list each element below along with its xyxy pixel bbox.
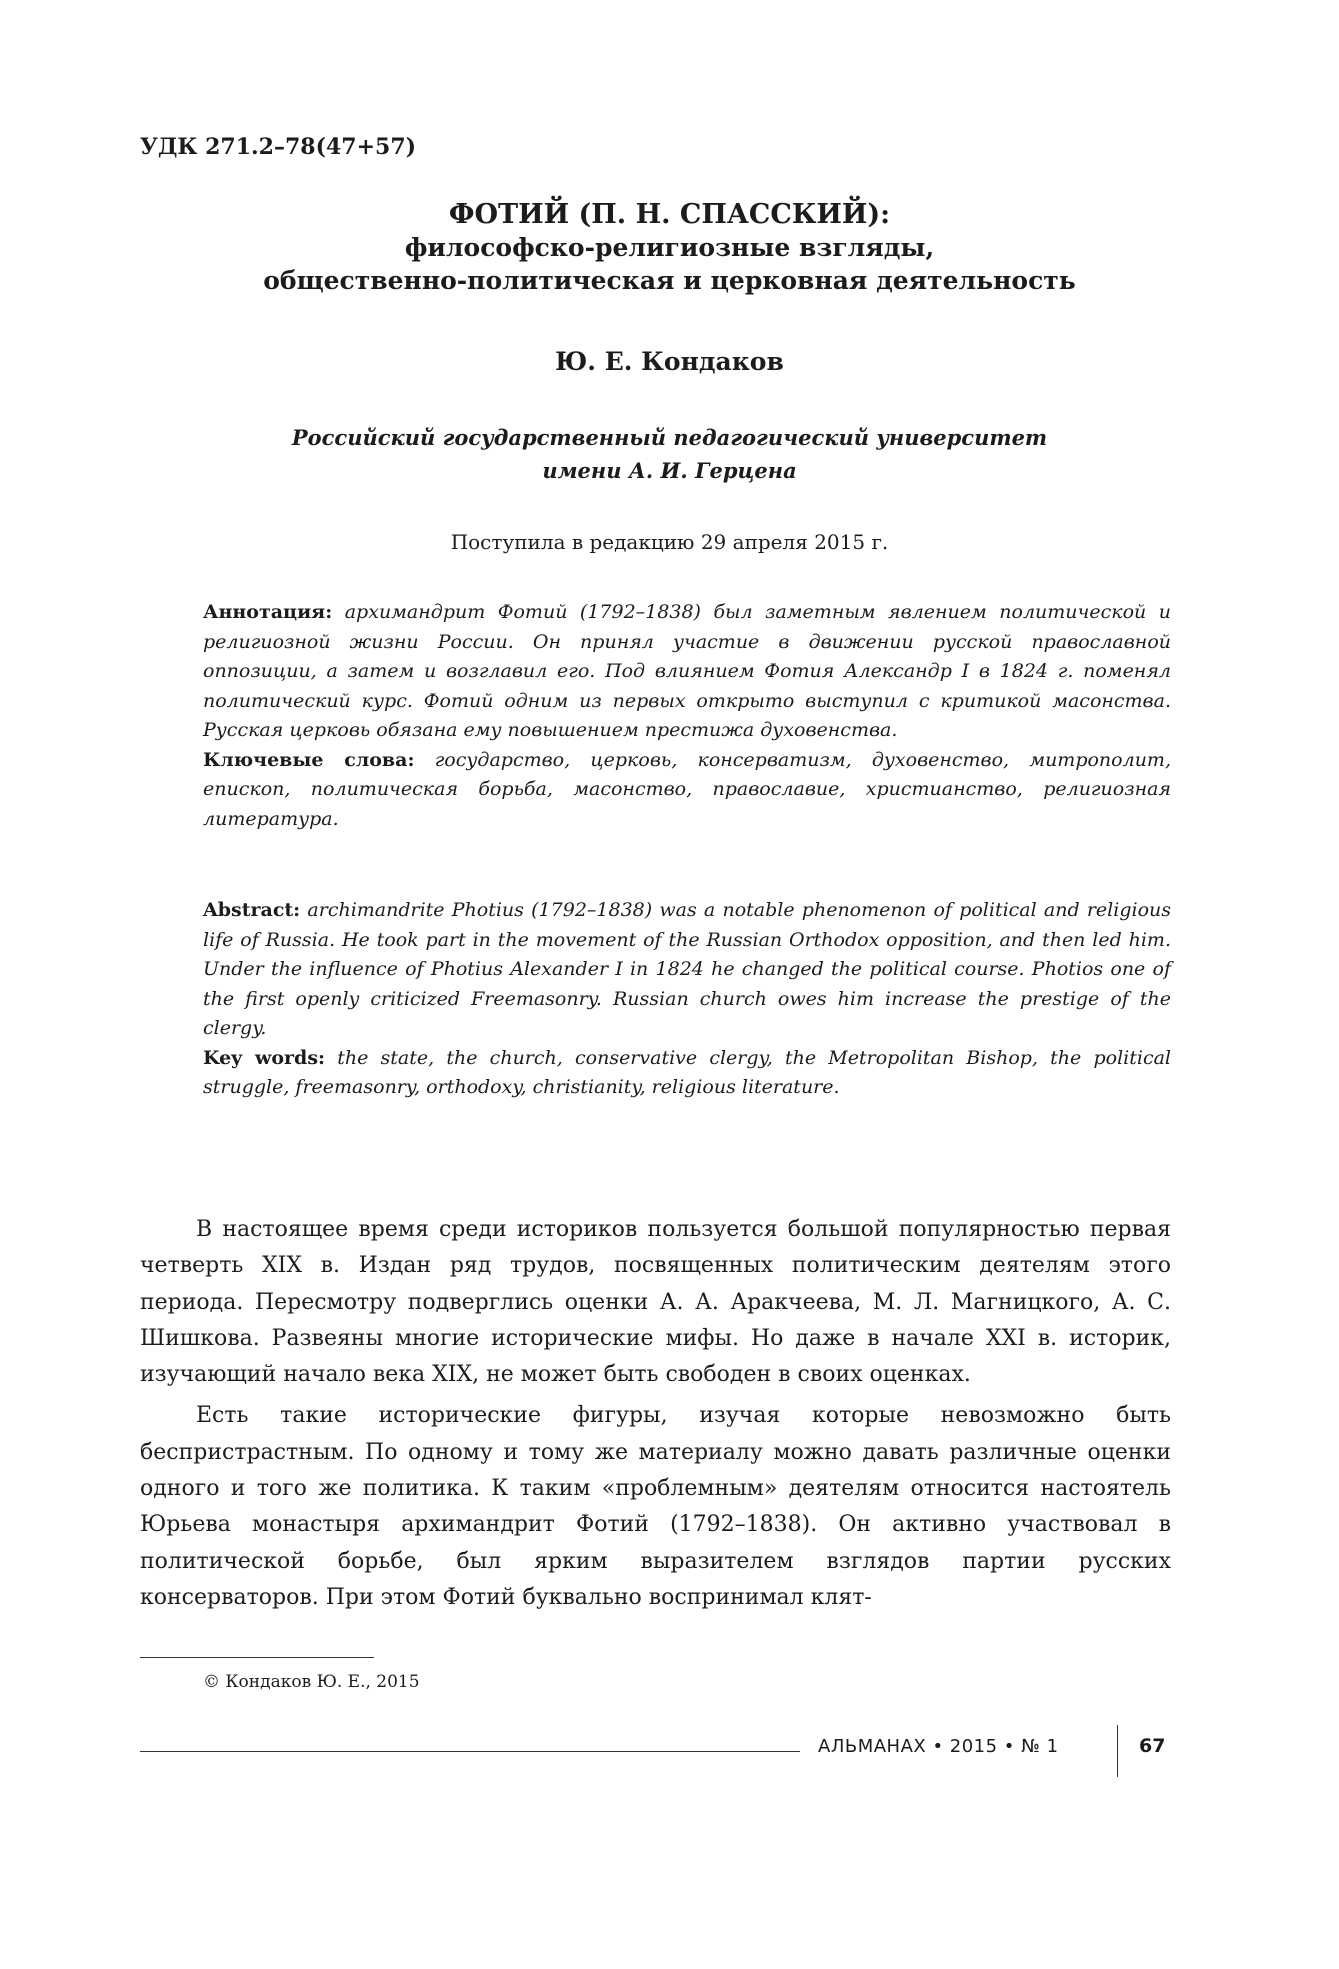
- udk-code: УДК 271.2–78(47+57): [140, 134, 417, 160]
- annotation-paragraph: [203, 598, 1171, 746]
- journal-name: АЛЬМАНАХ • 2015 • № 1: [818, 1736, 1059, 1757]
- keywords-en-paragraph: [203, 1044, 1171, 1103]
- keywords-ru-text: государство, церковь, консерватизм, духовенство, митрополит, епископ, политическая борьба, масонство, православие, христианство, религиозная литература.: [203, 748, 1171, 830]
- abstract-text: archimandrite Photius (1792–1838) was a notable phenomenon of political and religious life of Russia. He took part in the movement of the Russian Orthodox opposition, and then led him. Under the influence of Photius Alexander I in 1824 he changed the political course. Photios one of the first openly criticized Freemasonry. Russian church owes him increase the prestige of the clergy.: [203, 899, 1171, 1039]
- annotation-label: Аннотация:: [203, 601, 333, 623]
- title-line-1: ФОТИЙ (П. Н. СПАССКИЙ):: [448, 199, 891, 230]
- keywords-en-text: the state, the church, conservative clergy, the Metropolitan Bishop, the political struggle, freemasonry, orthodoxy, christianity, religious literature.: [203, 1046, 1171, 1098]
- body-paragraph-2: Есть такие исторические фигуры, изучая которые невозможно быть беспристрастным. По одному и тому же материалу можно давать различные оценки одного и того же политика. К таким «проблемным» деятелям относится настоятель Юрьева монастыря архимандрит Фотий (1792–1838). Он активно участвовал в политической борьбе, был ярким выразителем взглядов партии русских консерваторов. При этом Фотий буквально воспринимал клят-: [140, 1403, 1171, 1610]
- footnote-rule: [140, 1657, 374, 1658]
- keywords-ru-label: Ключевые слова:: [203, 748, 415, 771]
- copyright-footnote: © Кондаков Ю. Е., 2015: [203, 1672, 420, 1692]
- abstract-english: [203, 896, 1171, 1103]
- footer-divider: [1117, 1725, 1118, 1777]
- affiliation: [140, 421, 1199, 487]
- received-date: Поступила в редакцию 29 апреля 2015 г.: [450, 530, 889, 554]
- author-name: Ю. Е. Кондаков: [555, 347, 784, 376]
- affiliation-line-1: Российский государственный педагогический университет: [291, 425, 1048, 450]
- abstract-label: Abstract:: [203, 899, 301, 921]
- keywords-en-label: Key words:: [203, 1046, 326, 1069]
- abstract-paragraph: [203, 896, 1171, 1044]
- page-number: 67: [1139, 1735, 1166, 1757]
- footer-rule: [140, 1751, 800, 1752]
- title-line-3: общественно-политическая и церковная деятельность: [263, 266, 1076, 295]
- article-title: [140, 198, 1199, 297]
- affiliation-line-2: имени А. И. Герцена: [542, 458, 797, 483]
- abstract-russian: [203, 598, 1171, 834]
- body-text: [140, 1212, 1171, 1621]
- keywords-ru-paragraph: [203, 746, 1171, 835]
- title-line-2: философско-религиозные взгляды,: [404, 233, 935, 262]
- annotation-text: архимандрит Фотий (1792–1838) был заметным явлением политической и религиозной жизни России. Он принял участие в движении русской православной оппозиции, а затем и возглавил его. Под влиянием Фотия Александр I в 1824 г. поменял политический курс. Фотий одним из первых открыто выступил с критикой масонства. Русская церковь обязана ему повышением престижа духовенства.: [203, 601, 1171, 741]
- body-paragraph-1: В настоящее время среди историков пользуется большой популярностью первая четверть XIX в. Издан ряд трудов, посвященных политическим деятелям этого периода. Пересмотру подверглись оценки А. А. Аракчеева, М. Л. Магницкого, А. С. Шишкова. Развеяны многие исторические мифы. Но даже в начале XXI в. историк, изучающий начало века XIX, не может быть свободен в своих оценках.: [140, 1217, 1171, 1388]
